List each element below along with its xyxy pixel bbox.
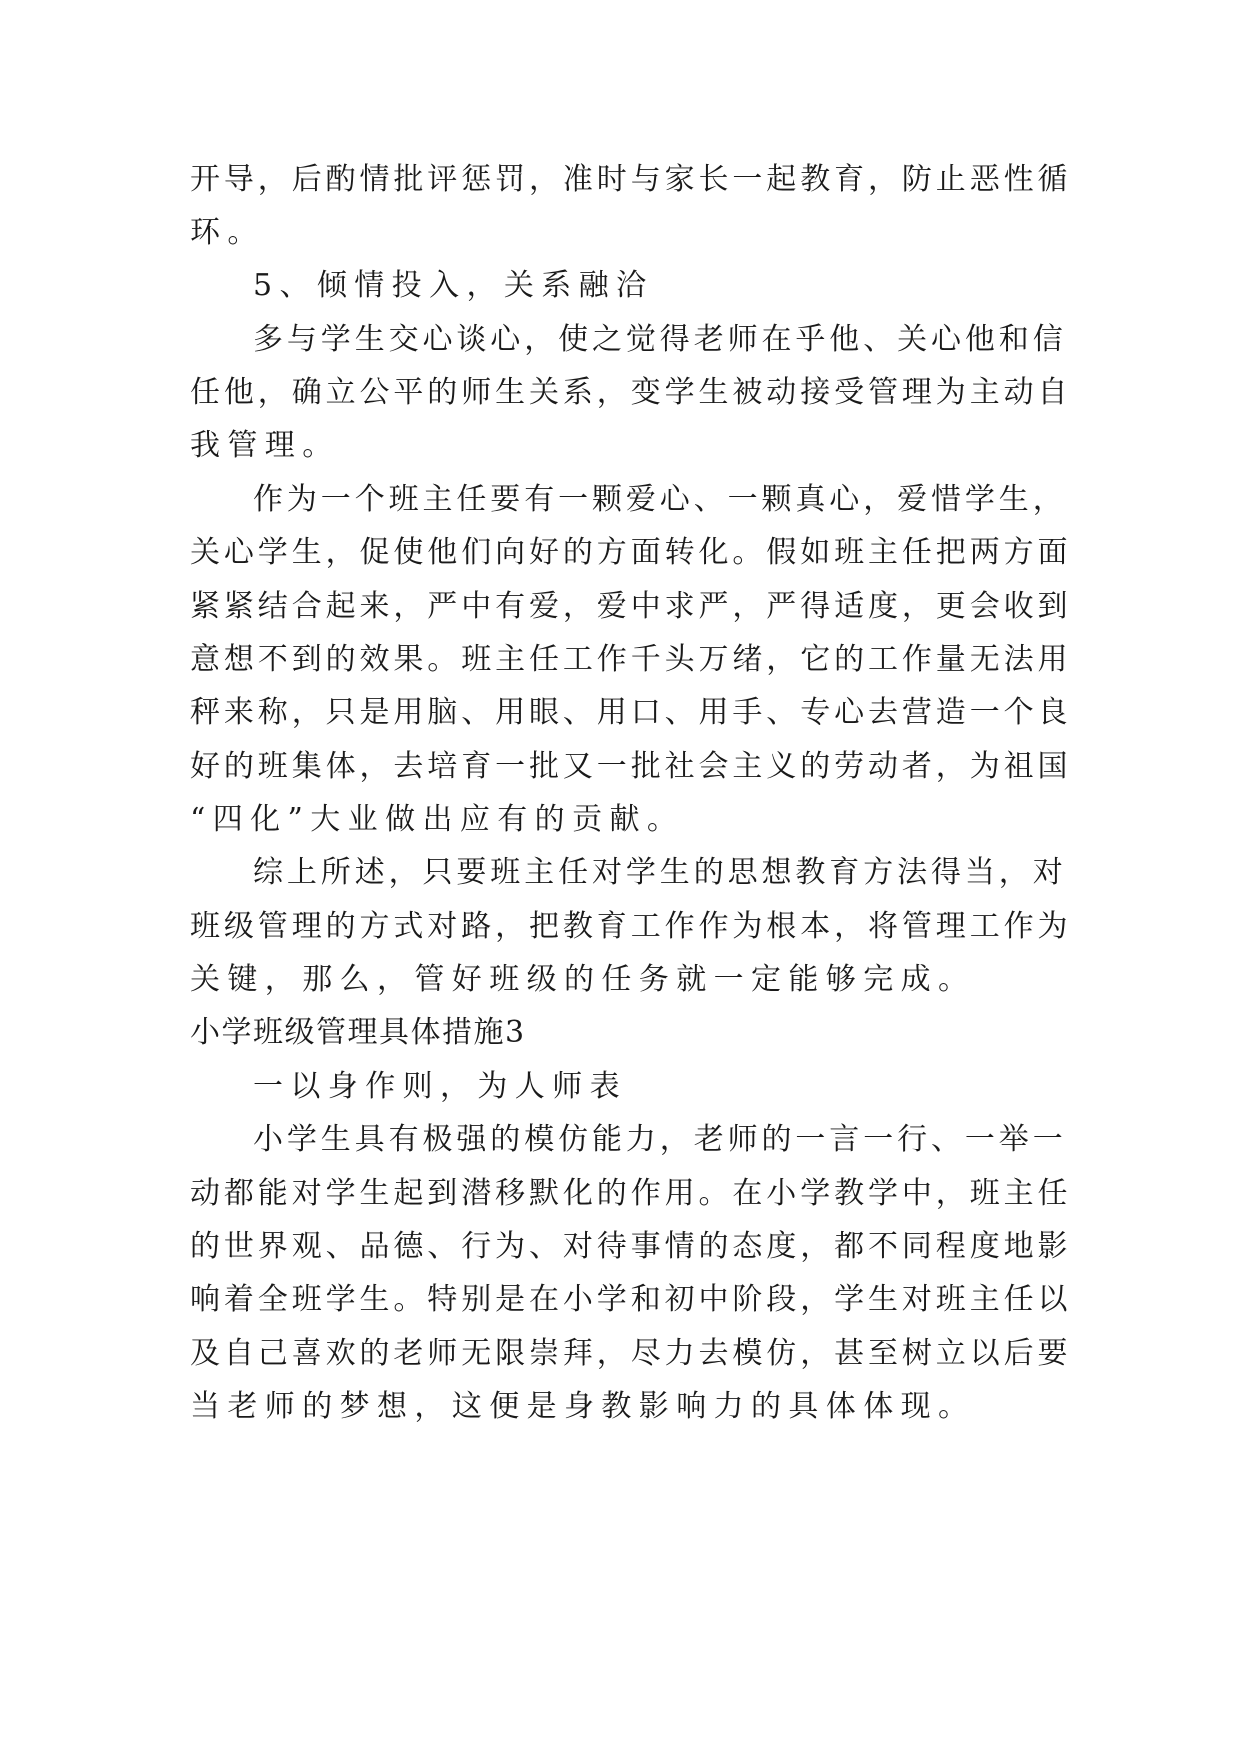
section-subheading: 一以身作则，为人师表 <box>253 1069 627 1104</box>
text-line: 多与学生交心谈心，使之觉得老师在乎他、关心他和信 <box>253 322 1067 357</box>
section-heading: 小学班级管理具体措施3 <box>190 1015 526 1050</box>
text-line: 环。 <box>190 215 265 250</box>
text-line: 秤来称，只是用脑、用眼、用口、用手、专心去营造一个良 <box>190 695 1072 730</box>
text-line: 的世界观、品德、行为、对待事情的态度，都不同程度地影 <box>190 1229 1072 1264</box>
text-line: “四化”大业做出应有的贡献。 <box>190 802 685 837</box>
text-line: 小学生具有极强的模仿能力，老师的一言一行、一举一 <box>253 1122 1067 1157</box>
text-line: 意想不到的效果。班主任工作千头万绪，它的工作量无法用 <box>190 642 1072 677</box>
text-line: 及自己喜欢的老师无限崇拜，尽力去模仿，甚至树立以后要 <box>190 1336 1072 1371</box>
text-line: 开导，后酌情批评惩罚，准时与家长一起教育，防止恶性循 <box>190 162 1072 197</box>
text-line: 动都能对学生起到潜移默化的作用。在小学教学中，班主任 <box>190 1176 1072 1211</box>
text-line: 当老师的梦想，这便是身教影响力的具体体现。 <box>190 1389 976 1424</box>
text-line: 关心学生，促使他们向好的方面转化。假如班主任把两方面 <box>190 535 1072 570</box>
text-line: 关键，那么，管好班级的任务就一定能够完成。 <box>190 962 976 997</box>
section-subheading: 5、倾情投入，关系融洽 <box>253 268 654 303</box>
text-line: 我管理。 <box>190 428 340 463</box>
text-line: 综上所述，只要班主任对学生的思想教育方法得当，对 <box>253 855 1067 890</box>
text-line: 作为一个班主任要有一颗爱心、一颗真心，爱惜学生， <box>253 482 1067 517</box>
text-line: 好的班集体，去培育一批又一批社会主义的劳动者，为祖国 <box>190 749 1072 784</box>
text-line: 班级管理的方式对路，把教育工作作为根本，将管理工作为 <box>190 909 1072 944</box>
text-line: 任他，确立公平的师生关系，变学生被动接受管理为主动自 <box>190 375 1072 410</box>
text-line: 紧紧结合起来，严中有爱，爱中求严，严得适度，更会收到 <box>190 589 1072 624</box>
text-line: 响着全班学生。特别是在小学和初中阶段，学生对班主任以 <box>190 1282 1072 1317</box>
